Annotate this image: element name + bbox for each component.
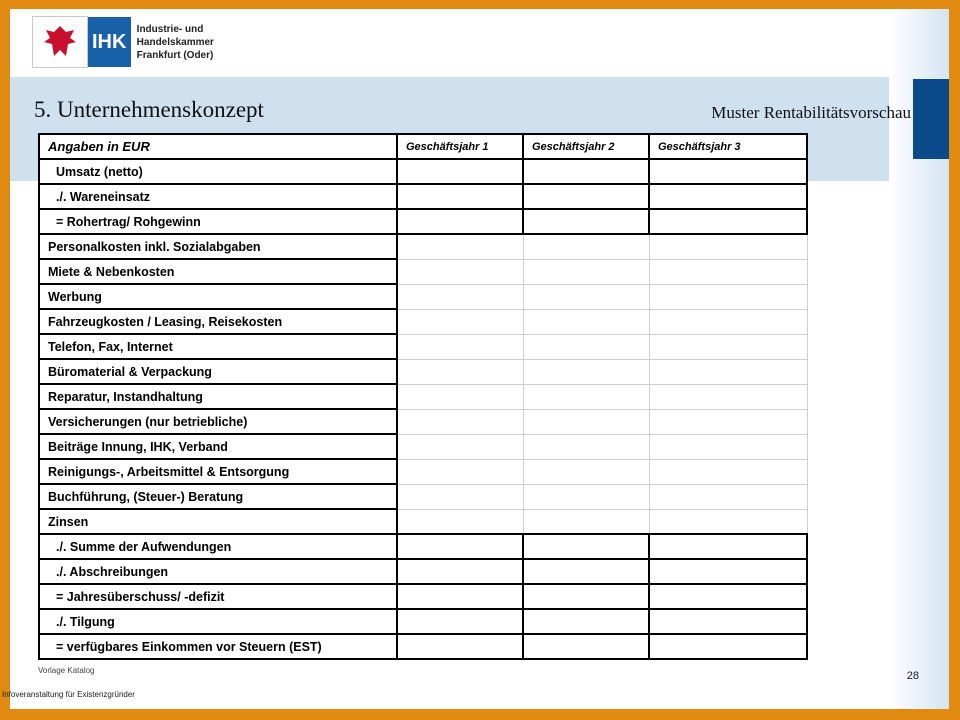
table-row xyxy=(39,559,807,584)
year-header: Geschäftsjahr 2 xyxy=(523,134,649,159)
value-cell[interactable] xyxy=(523,159,649,184)
value-cell[interactable] xyxy=(397,384,523,409)
value-cell[interactable] xyxy=(523,309,649,334)
org-line-2: Frankfurt (Oder) xyxy=(136,49,214,61)
value-cell[interactable] xyxy=(397,234,523,259)
slide-title: 5. Unternehmenskonzept xyxy=(34,97,264,122)
row-label: Reparatur, Instandhaltung xyxy=(39,384,397,409)
row-label: Fahrzeugkosten / Leasing, Reisekosten xyxy=(39,309,397,334)
table-row xyxy=(39,284,807,309)
footer-note: Vorlage Katalog xyxy=(38,666,95,675)
table-row xyxy=(39,334,807,359)
value-cell[interactable] xyxy=(523,534,649,559)
blue-accent-tab xyxy=(913,79,949,159)
value-cell[interactable] xyxy=(523,184,649,209)
value-cell[interactable] xyxy=(397,309,523,334)
value-cell[interactable] xyxy=(523,584,649,609)
value-cell[interactable] xyxy=(523,484,649,509)
footer-event: Infoveranstaltung für Existenzgründer xyxy=(2,690,135,699)
value-cell[interactable] xyxy=(649,509,807,534)
table-header-row xyxy=(39,134,807,159)
value-cell[interactable] xyxy=(649,359,807,384)
table-row xyxy=(39,634,807,659)
table-row xyxy=(39,384,807,409)
ihk-logo-mark: IHK xyxy=(88,17,131,67)
value-cell[interactable] xyxy=(397,634,523,659)
value-cell[interactable] xyxy=(649,559,807,584)
row-label: Personalkosten inkl. Sozialabgaben xyxy=(39,234,397,259)
table-row xyxy=(39,509,807,534)
row-label: Umsatz (netto) xyxy=(39,159,397,184)
value-cell[interactable] xyxy=(397,584,523,609)
value-cell[interactable] xyxy=(397,209,523,234)
value-cell[interactable] xyxy=(397,509,523,534)
table-row xyxy=(39,434,807,459)
org-line-1: Industrie- und Handelskammer xyxy=(136,23,214,48)
value-cell[interactable] xyxy=(649,159,807,184)
value-cell[interactable] xyxy=(649,534,807,559)
value-cell[interactable] xyxy=(649,609,807,634)
row-label: ./. Abschreibungen xyxy=(39,559,397,584)
value-cell[interactable] xyxy=(523,509,649,534)
row-label: ./. Wareneinsatz xyxy=(39,184,397,209)
value-cell[interactable] xyxy=(523,209,649,234)
value-cell[interactable] xyxy=(397,334,523,359)
row-label: Büromaterial & Verpackung xyxy=(39,359,397,384)
row-label: Buchführung, (Steuer-) Beratung xyxy=(39,484,397,509)
value-cell[interactable] xyxy=(523,259,649,284)
value-cell[interactable] xyxy=(523,559,649,584)
value-cell[interactable] xyxy=(397,434,523,459)
ihk-logo xyxy=(32,15,268,69)
table-row xyxy=(39,584,807,609)
row-label: Telefon, Fax, Internet xyxy=(39,334,397,359)
value-cell[interactable] xyxy=(397,534,523,559)
value-cell[interactable] xyxy=(523,434,649,459)
value-cell[interactable] xyxy=(397,609,523,634)
value-cell[interactable] xyxy=(649,434,807,459)
table-row xyxy=(39,609,807,634)
value-cell[interactable] xyxy=(649,184,807,209)
value-cell[interactable] xyxy=(397,259,523,284)
row-label: Zinsen xyxy=(39,509,397,534)
table-row xyxy=(39,309,807,334)
table-row xyxy=(39,359,807,384)
table-row xyxy=(39,409,807,434)
value-cell[interactable] xyxy=(523,459,649,484)
row-label: Werbung xyxy=(39,284,397,309)
row-label: ./. Summe der Aufwendungen xyxy=(39,534,397,559)
row-label: Reinigungs-, Arbeitsmittel & Entsorgung xyxy=(39,459,397,484)
value-cell[interactable] xyxy=(649,309,807,334)
value-cell[interactable] xyxy=(649,209,807,234)
year-header: Geschäftsjahr 3 xyxy=(649,134,807,159)
table-row xyxy=(39,484,807,509)
value-cell[interactable] xyxy=(649,334,807,359)
value-cell[interactable] xyxy=(649,234,807,259)
row-label: = Rohertrag/ Rohgewinn xyxy=(39,209,397,234)
year-header: Geschäftsjahr 1 xyxy=(397,134,523,159)
table-row xyxy=(39,209,807,234)
value-cell[interactable] xyxy=(397,484,523,509)
profitability-table xyxy=(38,133,808,660)
slide xyxy=(10,9,949,709)
table-row xyxy=(39,234,807,259)
value-cell[interactable] xyxy=(523,334,649,359)
value-cell[interactable] xyxy=(649,584,807,609)
row-label: Miete & Nebenkosten xyxy=(39,259,397,284)
value-cell[interactable] xyxy=(523,359,649,384)
page-number: 28 xyxy=(906,670,919,682)
row-label: Beiträge Innung, IHK, Verband xyxy=(39,434,397,459)
value-cell[interactable] xyxy=(523,409,649,434)
value-cell[interactable] xyxy=(649,484,807,509)
value-cell[interactable] xyxy=(649,634,807,659)
value-cell[interactable] xyxy=(397,159,523,184)
table-row xyxy=(39,259,807,284)
table-row xyxy=(39,459,807,484)
table-row xyxy=(39,159,807,184)
eagle-crest-icon xyxy=(32,16,88,68)
ihk-org-name xyxy=(137,23,268,62)
value-cell[interactable] xyxy=(523,284,649,309)
value-cell[interactable] xyxy=(523,234,649,259)
value-cell[interactable] xyxy=(397,284,523,309)
value-cell[interactable] xyxy=(649,284,807,309)
value-cell[interactable] xyxy=(397,409,523,434)
value-cell[interactable] xyxy=(523,384,649,409)
value-cell[interactable] xyxy=(649,459,807,484)
row-label: = verfügbares Einkommen vor Steuern (EST) xyxy=(39,634,397,659)
slide-subtitle: Muster Rentabilitätsvorschau xyxy=(711,103,911,122)
row-label: ./. Tilgung xyxy=(39,609,397,634)
row-label: = Jahresüberschuss/ -defizit xyxy=(39,584,397,609)
value-cell[interactable] xyxy=(523,634,649,659)
value-cell[interactable] xyxy=(649,409,807,434)
table-row xyxy=(39,184,807,209)
value-cell[interactable] xyxy=(397,459,523,484)
value-cell[interactable] xyxy=(397,559,523,584)
table-head-label: Angaben in EUR xyxy=(39,134,397,159)
value-cell[interactable] xyxy=(397,359,523,384)
value-cell[interactable] xyxy=(649,384,807,409)
value-cell[interactable] xyxy=(397,184,523,209)
row-label: Versicherungen (nur betriebliche) xyxy=(39,409,397,434)
value-cell[interactable] xyxy=(649,259,807,284)
value-cell[interactable] xyxy=(523,609,649,634)
table-row xyxy=(39,534,807,559)
